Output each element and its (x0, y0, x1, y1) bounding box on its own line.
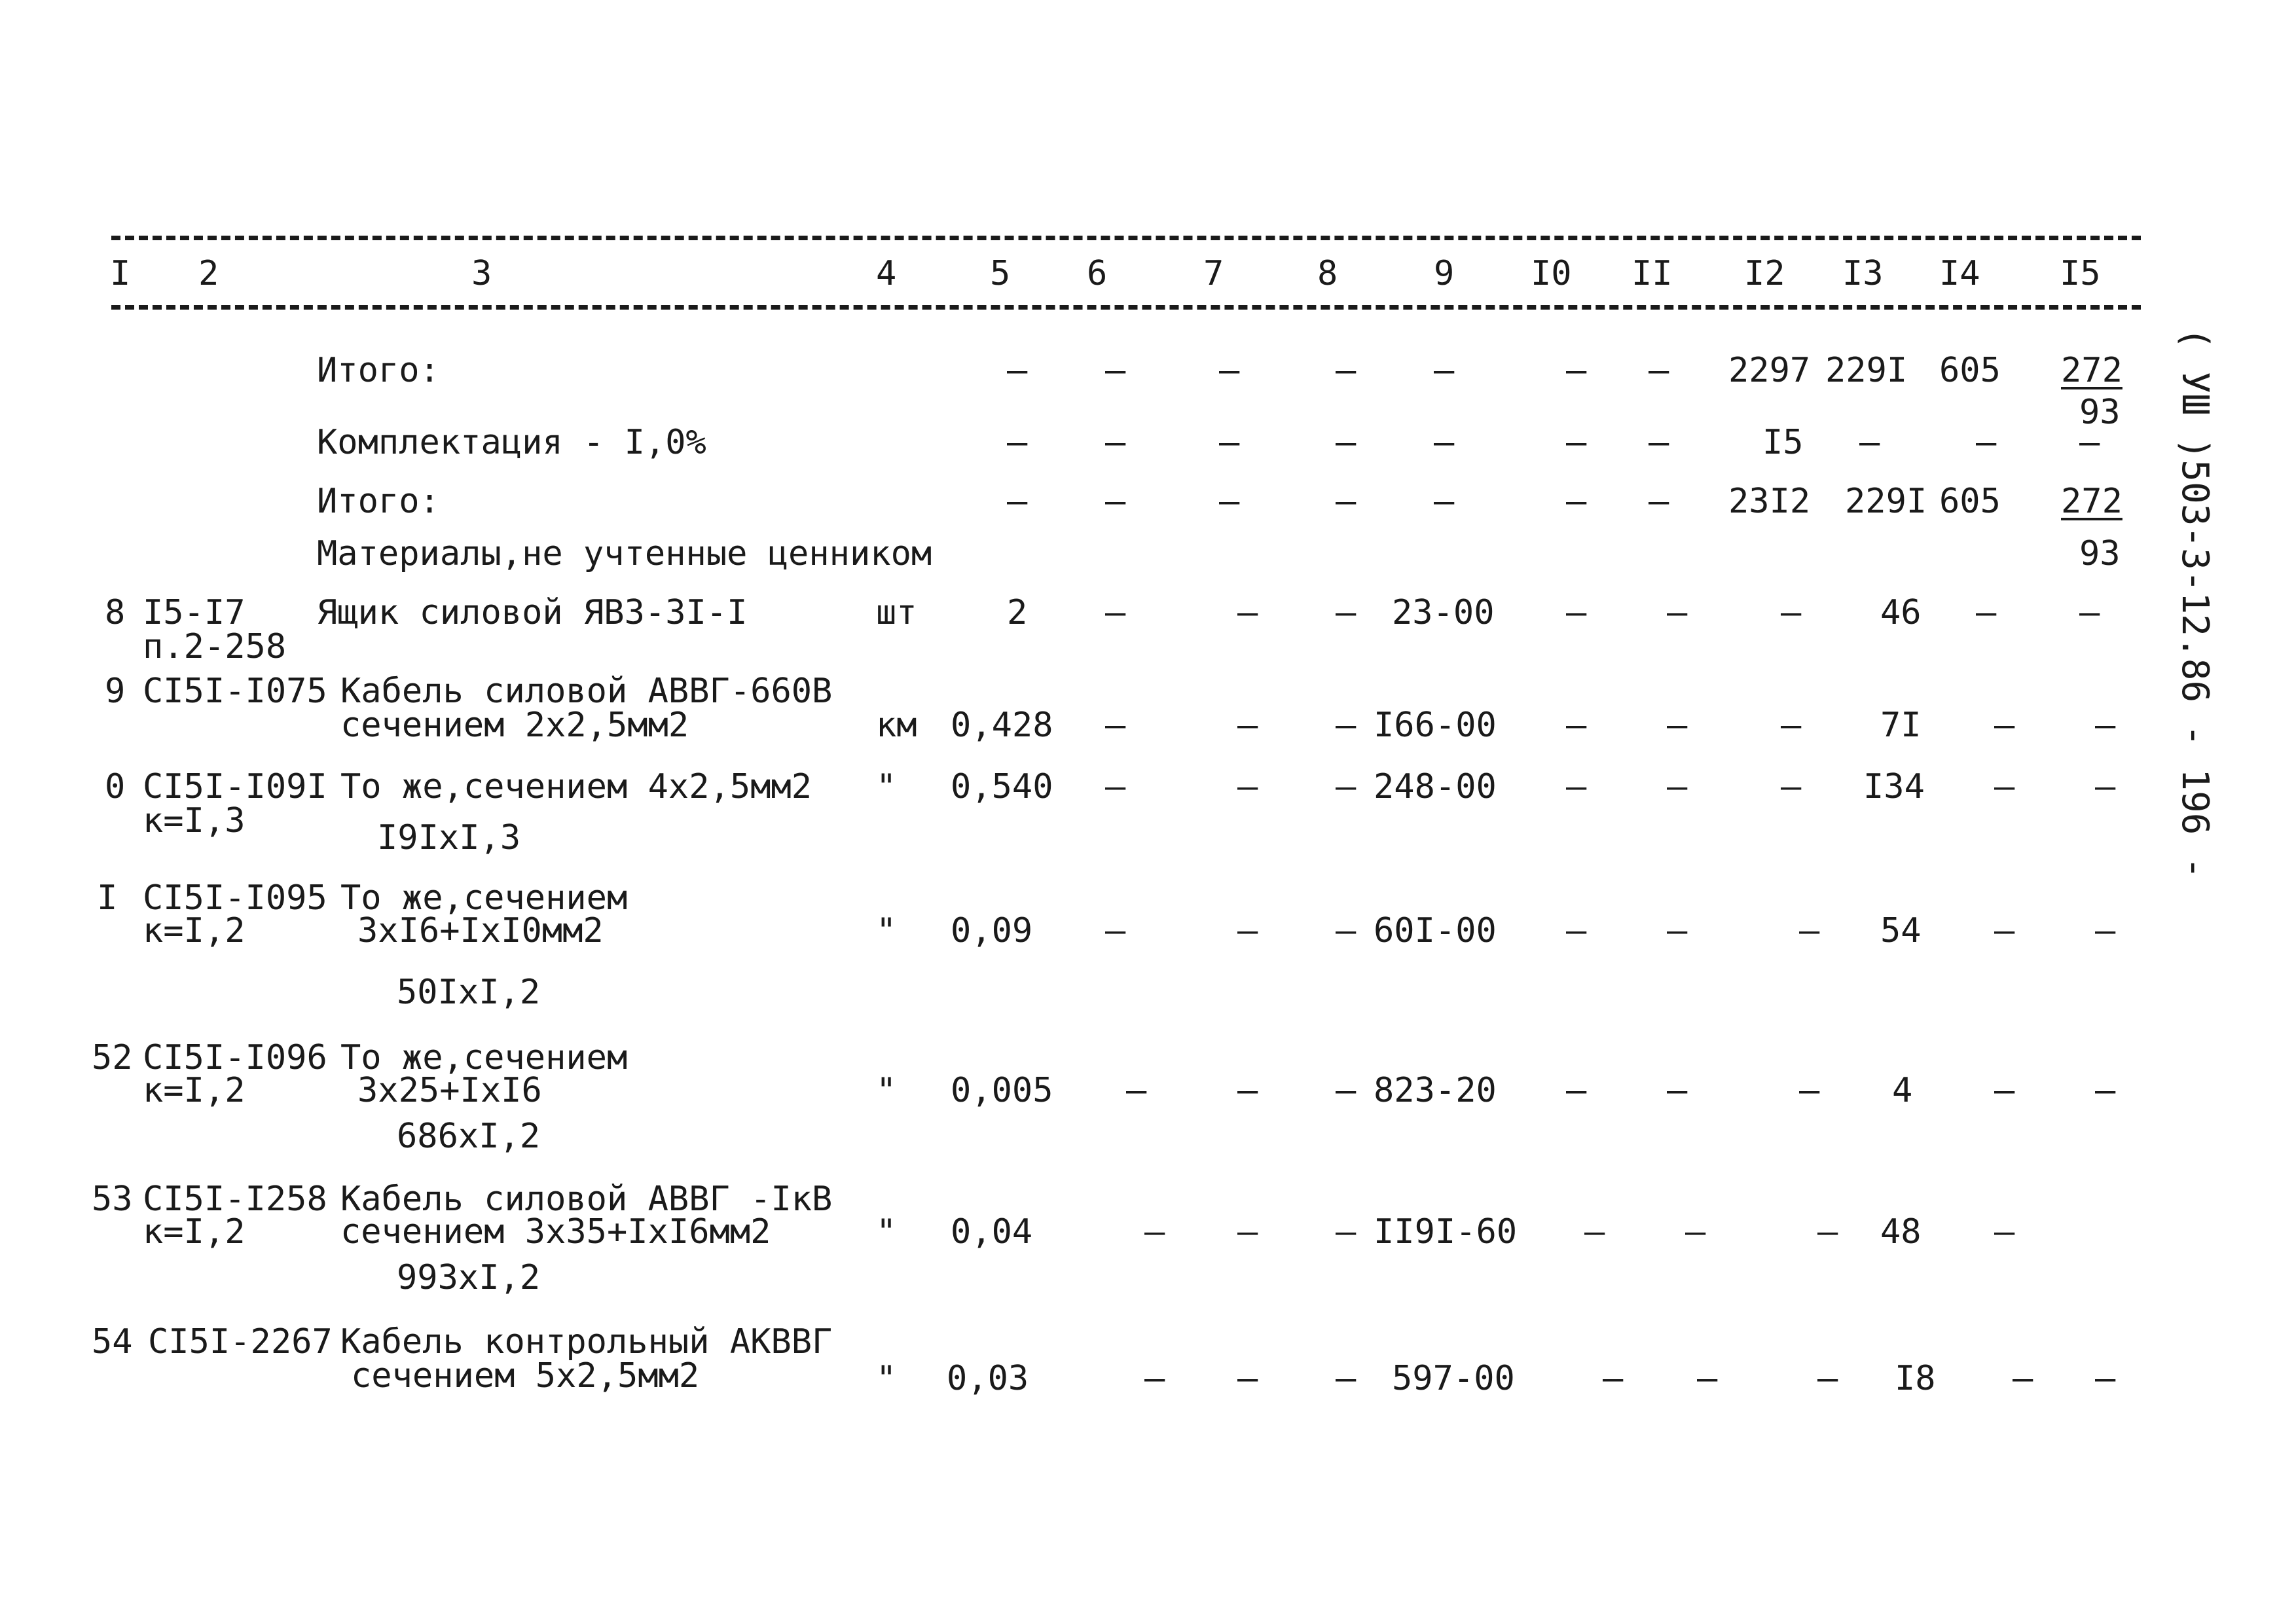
cell-c6: – (1105, 706, 1126, 745)
row-qty: 0,428 (951, 706, 1053, 745)
cell-c9: – (1434, 482, 1455, 521)
cell-c12: 2297 (1728, 351, 1811, 390)
cell-c7: – (1219, 423, 1240, 462)
cell-c8: – (1336, 1359, 1357, 1398)
row-price: 823-20 (1374, 1071, 1497, 1110)
materials-heading: Материалы,не учтенные ценником (317, 534, 932, 573)
cell-c12: – (1817, 1359, 1838, 1398)
row-unit: " (876, 1212, 897, 1252)
cell-c12: – (1781, 706, 1802, 745)
row-name-calc: 993хI,2 (397, 1258, 541, 1297)
cell-c6: – (1126, 1071, 1147, 1110)
cell-c8: – (1336, 593, 1357, 632)
row-name-line2: сечением 2х2,5мм2 (340, 706, 689, 745)
cell-c13: 54 (1880, 911, 1922, 950)
row-number: 53 (92, 1180, 133, 1219)
cell-c15: – (2079, 593, 2100, 632)
cell-c10: – (1584, 1212, 1605, 1252)
cell-c14: – (1994, 706, 2015, 745)
cell-c10: – (1603, 1359, 1624, 1398)
cell-c15: – (2079, 423, 2100, 462)
cell-c8: – (1336, 767, 1357, 806)
cell-c12: – (1781, 593, 1802, 632)
cell-c9: – (1434, 423, 1455, 462)
col-header-11: II (1631, 254, 1673, 293)
cell-c5: – (1007, 351, 1028, 390)
cell-c6: – (1105, 423, 1126, 462)
cell-c15: – (2095, 767, 2116, 806)
row-unit: шт (876, 593, 917, 632)
cell-c10: – (1566, 767, 1587, 806)
cell-c9: – (1434, 351, 1455, 390)
row-qty: 0,09 (951, 911, 1033, 950)
cell-c10: – (1566, 706, 1587, 745)
cell-c14: – (1994, 911, 2015, 950)
row-unit: " (876, 767, 897, 806)
row-price: 248-00 (1374, 767, 1497, 806)
cell-c8: – (1336, 1212, 1357, 1252)
cell-c8: – (1336, 423, 1357, 462)
cell-c7: – (1237, 1359, 1258, 1398)
cell-c8: – (1336, 482, 1357, 521)
cell-c15: 272 (2061, 351, 2123, 390)
row-code-sub: к=I,2 (143, 911, 246, 950)
row-name: Ящик силовой ЯВЗ-3I-I (317, 593, 748, 632)
cell-c15-sub: 93 (2079, 534, 2121, 573)
cell-c14: 605 (1939, 351, 2001, 390)
row-code: CI5I-I096 (143, 1038, 327, 1077)
cell-c7: – (1237, 1212, 1258, 1252)
cell-c8: – (1336, 1071, 1357, 1110)
cell-c5: – (1007, 482, 1028, 521)
cell-c7: – (1237, 1071, 1258, 1110)
cell-c14: – (1976, 423, 1997, 462)
col-header-1: I (110, 254, 131, 293)
cell-c12: – (1799, 911, 1820, 950)
cell-c6: – (1144, 1212, 1165, 1252)
cell-c11: – (1667, 593, 1688, 632)
cell-c13: 4 (1892, 1071, 1913, 1110)
row-name-calc: I9IхI,3 (377, 818, 521, 857)
cell-c10: – (1566, 911, 1587, 950)
row-code: CI5I-2267 (148, 1322, 333, 1362)
col-header-14: I4 (1939, 254, 1980, 293)
row-name: То же,сечением (340, 1038, 628, 1077)
row-number: 52 (92, 1038, 133, 1077)
cell-c7: – (1237, 767, 1258, 806)
row-price: I66-00 (1374, 706, 1497, 745)
col-header-7: 7 (1203, 254, 1224, 293)
cell-c7: – (1237, 706, 1258, 745)
row-code-sub: к=I,2 (143, 1212, 246, 1252)
cell-c6: – (1105, 351, 1126, 390)
cell-c15: – (2095, 911, 2116, 950)
cell-c10: – (1566, 593, 1587, 632)
row-label: Итого: (317, 351, 440, 390)
row-number: I (97, 878, 118, 918)
col-header-3: 3 (471, 254, 492, 293)
cell-c14: – (1994, 767, 2015, 806)
cell-c11: – (1697, 1359, 1718, 1398)
col-header-5: 5 (990, 254, 1011, 293)
col-header-6: 6 (1087, 254, 1108, 293)
header-bottom-rule (111, 305, 2141, 310)
row-qty: 0,005 (951, 1071, 1053, 1110)
row-code: CI5I-I258 (143, 1180, 327, 1219)
row-name: То же,сечением (340, 878, 628, 918)
cell-c7: – (1237, 911, 1258, 950)
cell-c14: 605 (1939, 482, 2001, 521)
cell-c13: 46 (1880, 593, 1922, 632)
row-qty: 0,04 (951, 1212, 1033, 1252)
cell-c6: – (1105, 593, 1126, 632)
row-price: 60I-00 (1374, 911, 1497, 950)
row-name-line2: сечением 5х2,5мм2 (351, 1356, 700, 1396)
row-label: Итого: (317, 482, 440, 521)
cell-c13: 229I (1825, 351, 1908, 390)
cell-c15: – (2095, 1071, 2116, 1110)
row-name: Кабель силовой АВВГ-660В (340, 672, 833, 711)
cell-c12: – (1799, 1071, 1820, 1110)
cell-c8: – (1336, 351, 1357, 390)
cell-c5: – (1007, 423, 1028, 462)
cell-c15-sub: 93 (2079, 393, 2121, 432)
cell-c12: – (1781, 767, 1802, 806)
row-code: CI5I-I09I (143, 767, 327, 806)
cell-c6: – (1144, 1359, 1165, 1398)
cell-c11: – (1649, 482, 1669, 521)
cell-c8: – (1336, 911, 1357, 950)
cell-c14: – (1994, 1212, 2015, 1252)
row-price: II9I-60 (1374, 1212, 1518, 1252)
cell-c10: – (1566, 482, 1587, 521)
row-code-sub: п.2-258 (143, 627, 287, 666)
cell-c13: 48 (1880, 1212, 1922, 1252)
row-price: 23-00 (1392, 593, 1495, 632)
cell-c7: – (1237, 593, 1258, 632)
cell-c14: – (1976, 593, 1997, 632)
cell-c11: – (1667, 706, 1688, 745)
cell-c6: – (1105, 767, 1126, 806)
row-code: CI5I-I095 (143, 878, 327, 918)
row-number: 54 (92, 1322, 133, 1362)
margin-stamp: ( УШ )503-3-12.86 - 196 - (2174, 327, 2216, 879)
row-code: I5-I7 (143, 593, 246, 632)
row-code-sub: к=I,3 (143, 801, 246, 840)
col-header-2: 2 (198, 254, 219, 293)
row-qty: 2 (1007, 593, 1028, 632)
cell-c14: – (1994, 1071, 2015, 1110)
row-unit: " (876, 1071, 897, 1110)
col-header-9: 9 (1434, 254, 1455, 293)
cell-c13: I34 (1863, 767, 1925, 806)
col-header-8: 8 (1317, 254, 1338, 293)
cell-c15: – (2095, 706, 2116, 745)
row-name-line2: 3х25+IхI6 (357, 1071, 542, 1110)
cell-c13: 229I (1845, 482, 1927, 521)
row-name-calc: 686хI,2 (397, 1117, 541, 1156)
cell-c15: – (2095, 1359, 2116, 1398)
cell-c15: 272 (2061, 482, 2123, 521)
cell-c11: – (1667, 911, 1688, 950)
col-header-12: I2 (1744, 254, 1785, 293)
cell-c14: – (2013, 1359, 2033, 1398)
col-header-10: I0 (1531, 254, 1572, 293)
cell-c13: I8 (1895, 1359, 1936, 1398)
cell-c11: – (1685, 1212, 1706, 1252)
row-name-line2: сечением 3х35+IхI6мм2 (340, 1212, 771, 1252)
cell-c11: – (1667, 767, 1688, 806)
cell-c12: – (1817, 1212, 1838, 1252)
row-unit: " (876, 1359, 897, 1398)
cell-c11: – (1649, 351, 1669, 390)
row-number: 8 (105, 593, 126, 632)
cell-c13: 7I (1880, 706, 1922, 745)
row-qty: 0,540 (951, 767, 1053, 806)
cell-c10: – (1566, 1071, 1587, 1110)
row-unit: " (876, 911, 897, 950)
col-header-15: I5 (2060, 254, 2101, 293)
row-code-sub: к=I,2 (143, 1071, 246, 1110)
cell-c6: – (1105, 482, 1126, 521)
row-number: 0 (105, 767, 126, 806)
row-name: Кабель силовой АВВГ -IкВ (340, 1180, 833, 1219)
cell-c11: – (1667, 1071, 1688, 1110)
cell-c13: – (1859, 423, 1880, 462)
cell-c7: – (1219, 351, 1240, 390)
row-name-line2: 3хI6+IхI0мм2 (357, 911, 604, 950)
cell-c12: I5 (1762, 423, 1804, 462)
row-name: То же,сечением 4х2,5мм2 (340, 767, 812, 806)
cell-c8: – (1336, 706, 1357, 745)
row-price: 597-00 (1392, 1359, 1515, 1398)
cell-c12: 23I2 (1728, 482, 1811, 521)
header-top-rule (111, 236, 2141, 240)
row-unit: км (876, 706, 917, 745)
row-name: Кабель контрольный АКВВГ (340, 1322, 833, 1362)
row-name-calc: 50IхI,2 (397, 973, 541, 1012)
col-header-4: 4 (876, 254, 897, 293)
row-code: CI5I-I075 (143, 672, 327, 711)
row-qty: 0,03 (947, 1359, 1029, 1398)
cell-c6: – (1105, 911, 1126, 950)
cell-c10: – (1566, 423, 1587, 462)
row-label: Комплектация - I,0% (317, 423, 706, 462)
cell-c7: – (1219, 482, 1240, 521)
col-header-13: I3 (1842, 254, 1884, 293)
cell-c10: – (1566, 351, 1587, 390)
row-number: 9 (105, 672, 126, 711)
cell-c11: – (1649, 423, 1669, 462)
